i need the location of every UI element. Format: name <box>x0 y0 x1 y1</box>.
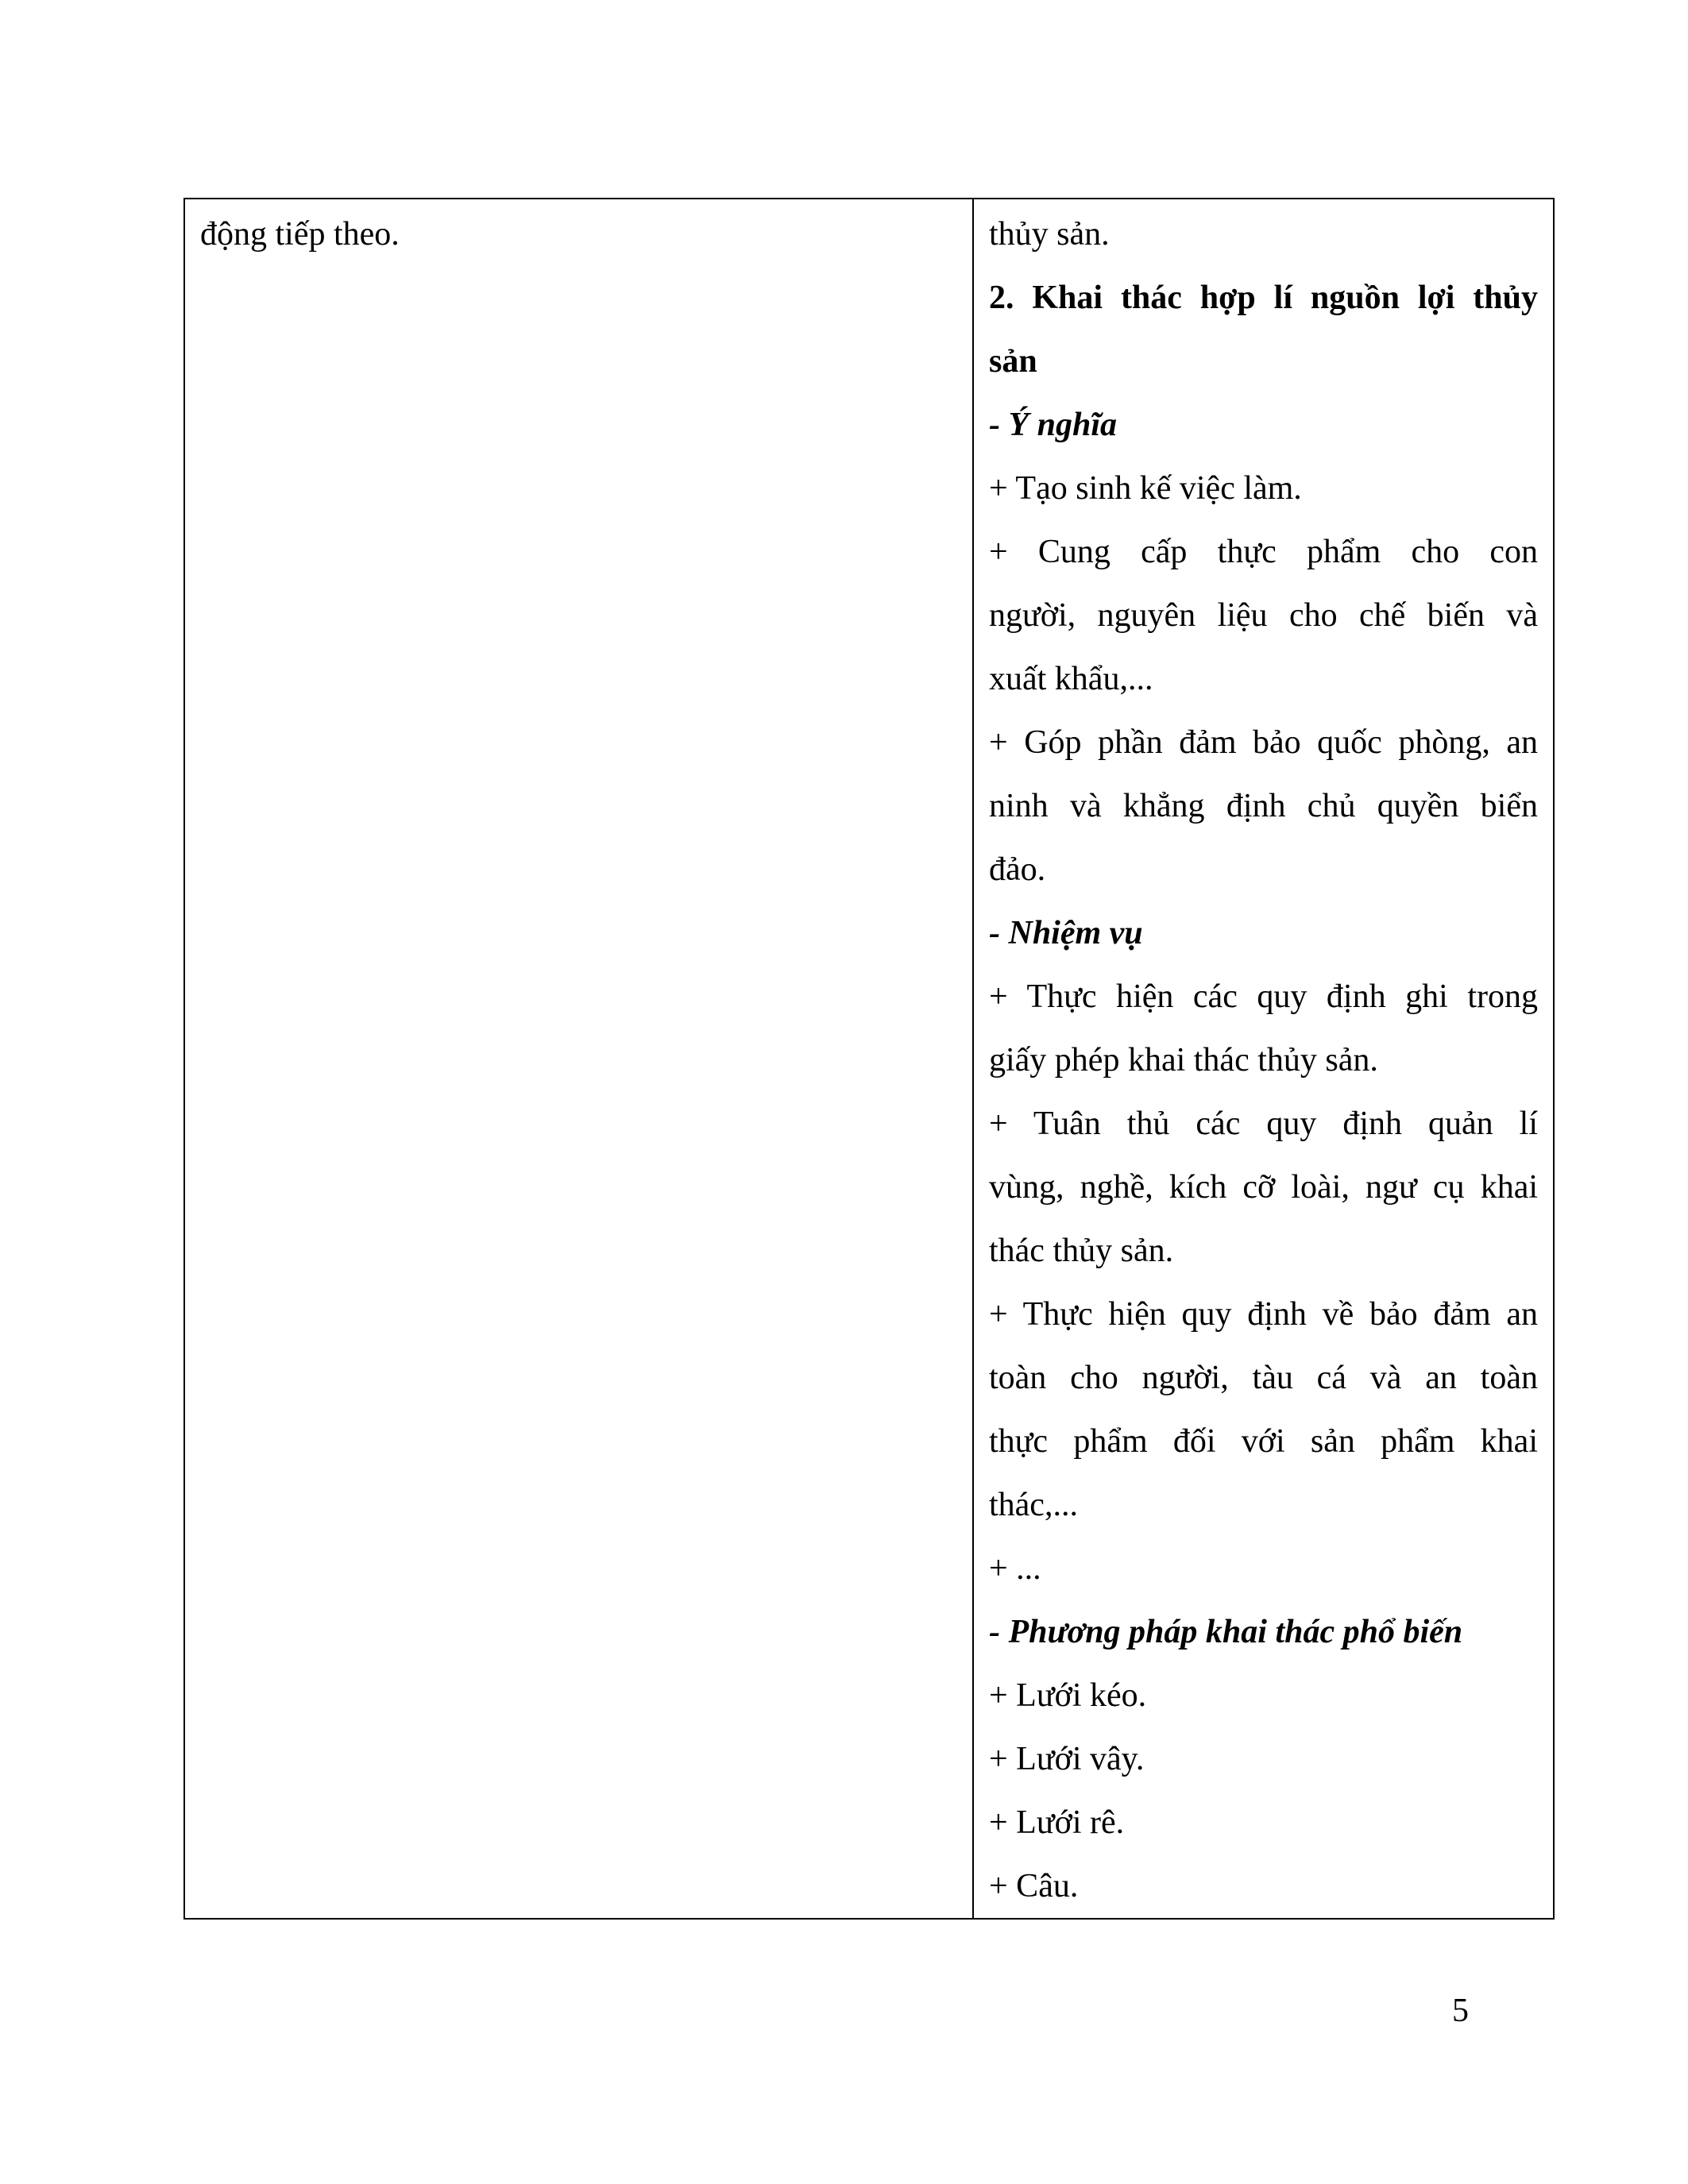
bullet-line: + Lưới kéo. <box>989 1677 1147 1714</box>
bullet-line: + Câu. <box>989 1868 1079 1904</box>
page-number: 5 <box>1452 1993 1469 2029</box>
left-line: động tiếp theo. <box>200 216 400 253</box>
bullet-line-continued: xuất khẩu,... <box>989 661 1153 697</box>
left-cell <box>184 199 973 1919</box>
bullet-line: + ... <box>989 1550 1041 1587</box>
bullet-line-continued: người, nguyên liệu cho chế biến và <box>989 597 1538 634</box>
subheading-methods: - Phương pháp khai thác phổ biến <box>989 1614 1463 1650</box>
bullet-line-continued: giấy phép khai thác thủy sản. <box>989 1042 1378 1078</box>
bullet-line-continued: thác,... <box>989 1487 1078 1523</box>
bullet-line: + Thực hiện các quy định ghi trong <box>989 978 1538 1015</box>
bullet-line: + Tạo sinh kế việc làm. <box>989 470 1302 507</box>
bullet-line: + Lưới vây. <box>989 1741 1145 1777</box>
subheading-tasks: - Nhiệm vụ <box>989 915 1143 951</box>
text-line: thủy sản. <box>989 216 1110 253</box>
bullet-line: + Góp phần đảm bảo quốc phòng, an <box>989 724 1538 761</box>
bullet-line-continued: toàn cho người, tàu cá và an toàn <box>989 1360 1538 1396</box>
section-heading: 2. Khai thác hợp lí nguồn lợi thủy <box>989 280 1538 316</box>
subheading-meaning: - Ý nghĩa <box>989 407 1118 443</box>
bullet-line-continued: đảo. <box>989 851 1046 888</box>
bullet-line: + Lưới rê. <box>989 1804 1125 1841</box>
bullet-line: + Cung cấp thực phẩm cho con <box>989 534 1538 570</box>
bullet-line-continued: ninh và khẳng định chủ quyền biển <box>989 788 1538 824</box>
bullet-line-continued: vùng, nghề, kích cỡ loài, ngư cụ khai <box>989 1169 1538 1206</box>
right-cell <box>973 199 1554 1919</box>
bullet-line-continued: thác thủy sản. <box>989 1233 1174 1269</box>
content-table <box>183 198 1555 1920</box>
bullet-line-continued: thực phẩm đối với sản phẩm khai <box>989 1423 1538 1460</box>
bullet-line: + Thực hiện quy định về bảo đảm an <box>989 1296 1538 1333</box>
table-row <box>184 199 1554 1919</box>
bullet-line: + Tuân thủ các quy định quản lí <box>989 1106 1538 1142</box>
section-heading-continued: sản <box>989 343 1037 380</box>
